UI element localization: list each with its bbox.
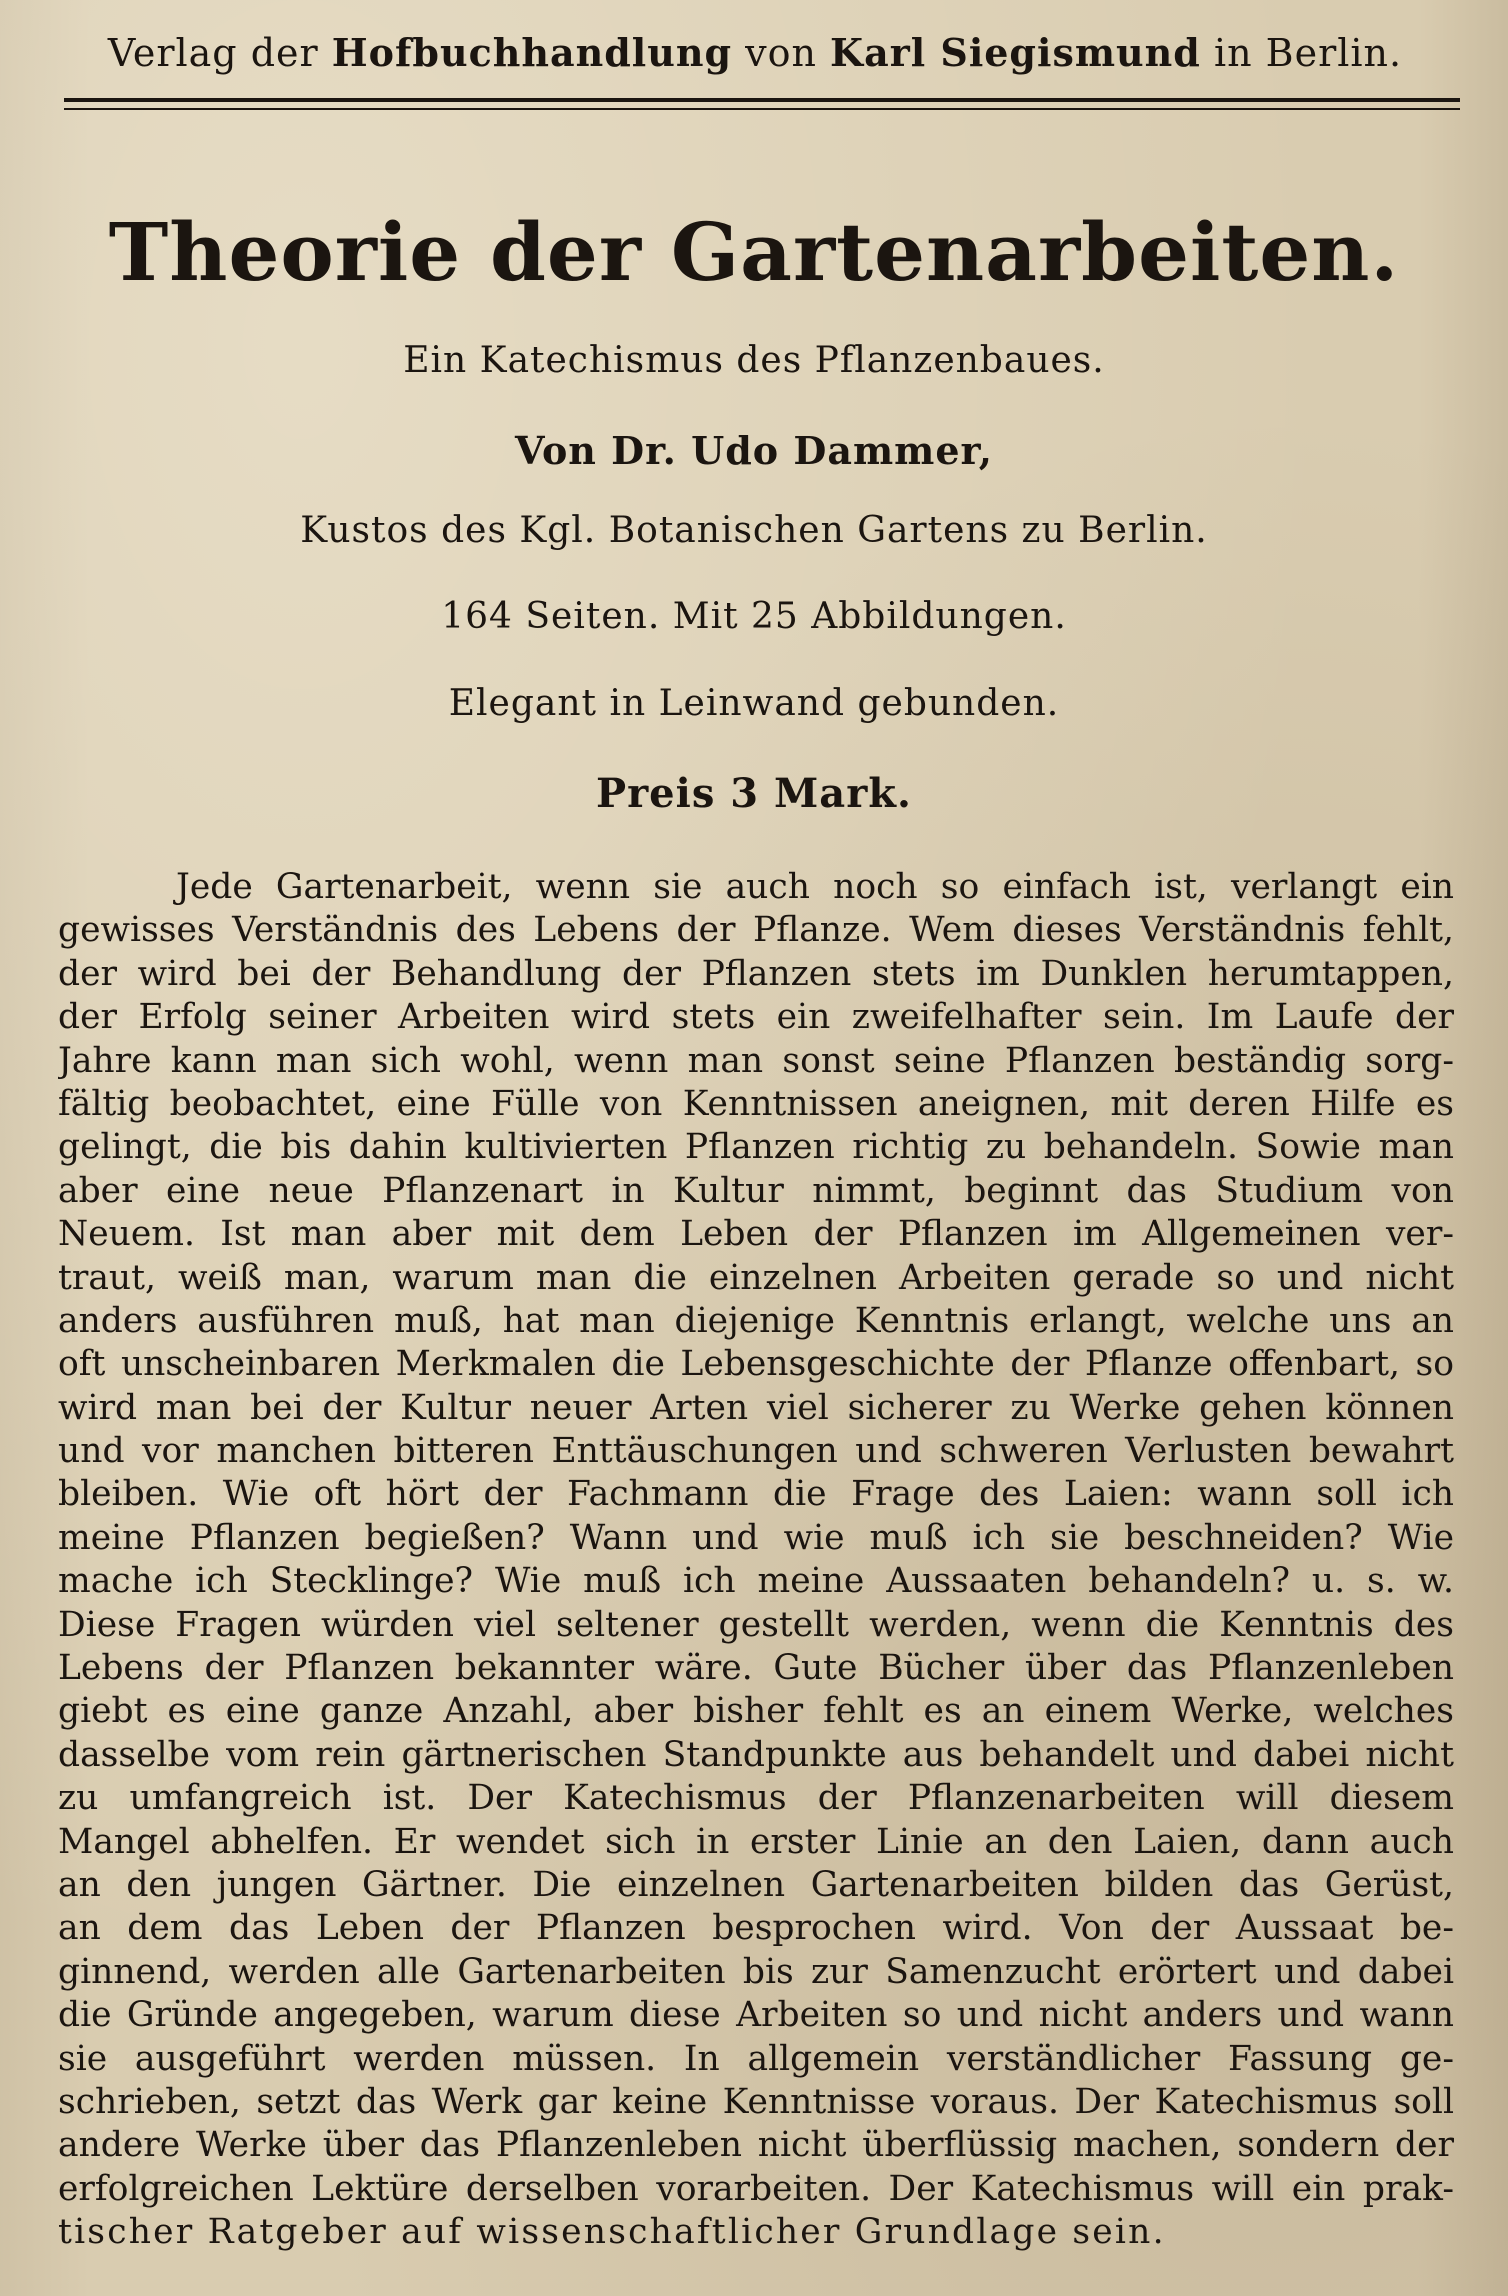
body-line: an dem das Leben der Pflanzen besprochen wird. Von der Aussaat be- xyxy=(58,1908,1454,1949)
page-count: 164 Seiten. Mit 25 Abbildungen. xyxy=(441,596,1067,637)
body-line: Neuem. Ist man aber mit dem Leben der Pflanzen im Allgemeinen ver- xyxy=(58,1214,1454,1255)
body-line: Lebens der Pflanzen bekannter wäre. Gute Bücher über das Pflanzenleben xyxy=(58,1648,1454,1689)
body-line: fältig beobachtet, eine Fülle von Kenntnissen aneignen, mit deren Hilfe es xyxy=(58,1083,1454,1124)
body-line: gelingt, die bis dahin kultivierten Pflanzen richtig zu behandeln. Sowie man xyxy=(58,1127,1454,1168)
header-rule-thin xyxy=(64,108,1460,110)
description-paragraph xyxy=(58,866,1454,2255)
body-line: aber eine neue Pflanzenart in Kultur nimmt, beginnt das Studium von xyxy=(58,1170,1454,1211)
body-line: oft unscheinbaren Merkmalen die Lebensgeschichte der Pflanze offenbart, so xyxy=(58,1344,1454,1385)
header-prefix: Verlag der xyxy=(107,31,332,75)
body-line: sie ausgeführt werden müssen. In allgemein verständlicher Fassung ge- xyxy=(58,2038,1454,2079)
body-line: Diese Fragen würden viel seltener gestellt werden, wenn die Kenntnis des xyxy=(58,1604,1454,1645)
book-subtitle: Ein Katechismus des Pflanzenbaues. xyxy=(403,340,1105,381)
book-author: Von Dr. Udo Dammer, xyxy=(514,428,994,473)
header-suffix: in Berlin. xyxy=(1200,31,1403,75)
book-price: Preis 3 Mark. xyxy=(596,770,912,817)
body-line: mache ich Stecklinge? Wie muß ich meine Aussaaten behandeln? u. s. w. xyxy=(58,1561,1454,1602)
body-line: wird man bei der Kultur neuer Arten viel sicherer zu Werke gehen können xyxy=(58,1387,1454,1428)
body-line: und vor manchen bitteren Enttäuschungen und schweren Verlusten bewahrt xyxy=(58,1431,1454,1472)
body-line: tischer Ratgeber auf wissenschaftlicher Grundlage sein. xyxy=(58,2212,1166,2253)
header-middle: von xyxy=(732,31,831,75)
body-line: an den jungen Gärtner. Die einzelnen Gartenarbeiten bilden das Gerüst, xyxy=(58,1864,1454,1905)
body-line: schrieben, setzt das Werk gar keine Kenntnisse voraus. Der Katechismus soll xyxy=(58,2081,1454,2122)
body-line: die Gründe angegeben, warum diese Arbeiten so und nicht anders und wann xyxy=(58,1995,1454,2036)
body-line: zu umfangreich ist. Der Katechismus der Pflanzenarbeiten will diesem xyxy=(58,1778,1454,1819)
body-line: ginnend, werden alle Gartenarbeiten bis zur Samenzucht erörtert und dabei xyxy=(58,1951,1454,1992)
body-line: Mangel abhelfen. Er wendet sich in erster Linie an den Laien, dann auch xyxy=(58,1821,1454,1862)
body-line: der wird bei der Behandlung der Pflanzen stets im Dunklen herumtappen, xyxy=(58,953,1454,994)
body-line: bleiben. Wie oft hört der Fachmann die Frage des Laien: wann soll ich xyxy=(58,1474,1454,1515)
body-line: der Erfolg seiner Arbeiten wird stets ein zweifelhafter sein. Im Laufe der xyxy=(58,997,1454,1038)
body-line: anders ausführen muß, hat man diejenige Kenntnis erlangt, welche uns an xyxy=(58,1300,1454,1341)
body-line: erfolgreichen Lektüre derselben vorarbeiten. Der Katechismus will ein prak- xyxy=(58,2168,1454,2209)
publisher-header xyxy=(60,30,1450,75)
header-publisher: Hofbuchhandlung xyxy=(331,30,733,75)
body-line: dasselbe vom rein gärtnerischen Standpunkte aus behandelt und dabei nicht xyxy=(58,1734,1454,1775)
body-line: Jede Gartenarbeit, wenn sie auch noch so einfach ist, verlangt ein xyxy=(176,867,1454,907)
body-line: giebt es eine ganze Anzahl, aber bisher fehlt es an einem Werke, welches xyxy=(58,1691,1454,1732)
header-owner: Karl Siegismund xyxy=(830,30,1201,75)
book-title: Theorie der Gartenarbeiten. xyxy=(108,205,1400,299)
header-rule-thick xyxy=(64,98,1460,102)
body-line: traut, weiß man, warum man die einzelnen Arbeiten gerade so und nicht xyxy=(58,1257,1454,1298)
body-line: gewisses Verständnis des Lebens der Pflanze. Wem dieses Verständnis fehlt, xyxy=(58,910,1454,951)
binding-info: Elegant in Leinwand gebunden. xyxy=(448,683,1060,724)
body-line: Jahre kann man sich wohl, wenn man sonst seine Pflanzen beständig sorg- xyxy=(58,1040,1454,1081)
body-line: meine Pflanzen begießen? Wann und wie muß ich sie beschneiden? Wie xyxy=(58,1517,1454,1558)
author-affiliation: Kustos des Kgl. Botanischen Gartens zu Berlin. xyxy=(300,510,1208,551)
body-line: andere Werke über das Pflanzenleben nicht überflüssig machen, sondern der xyxy=(58,2125,1454,2166)
